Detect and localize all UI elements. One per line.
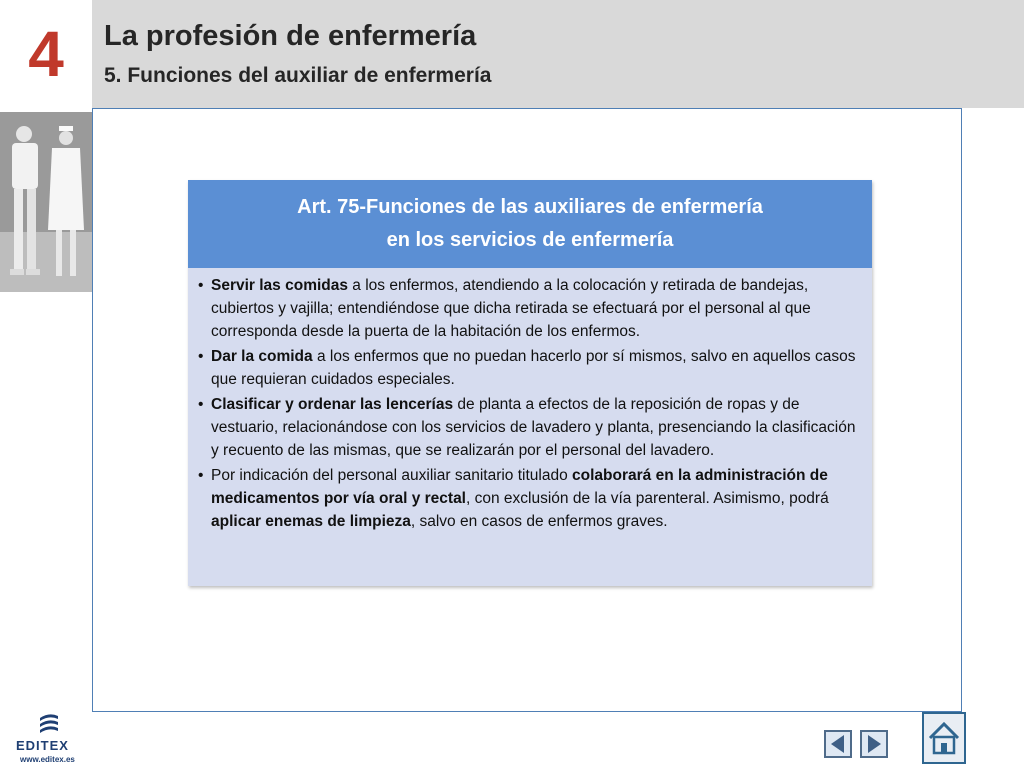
logo-text: EDITEX: [16, 738, 69, 753]
home-button[interactable]: [922, 712, 966, 764]
chapter-number: 4: [28, 18, 64, 90]
editex-logo: [14, 710, 82, 762]
item-text: , salvo en casos de enfermos graves.: [410, 513, 668, 530]
panel-heading-line1: Art. 75-Funciones de las auxiliares de enfermería: [297, 196, 763, 218]
item-text: a los enfermos, atendiendo a la colocación y retirada de bandejas, cubiertos y vajilla; entendiéndose que dicha retirada se efectuará por el personal al que corresponda desde la puerta de la habitación de los enfermos.: [211, 277, 811, 340]
page-title: La profesión de enfermería: [104, 20, 477, 52]
next-button[interactable]: [860, 730, 888, 758]
functions-panel: [188, 180, 872, 586]
item-bold: colaborará en la administración de medicamentos por vía oral y rectal: [211, 467, 828, 507]
list-item: [198, 393, 862, 462]
item-text: a los enfermos que no puedan hacerlo por sí mismos, salvo en aquellos casos que requieran cuidados especiales.: [211, 348, 856, 388]
item-text: Por indicación del personal auxiliar sanitario titulado: [211, 467, 573, 484]
list-item: [198, 274, 862, 343]
item-bold: Dar la comida: [211, 348, 313, 365]
item-text: de planta a efectos de la reposición de ropas y de vestuario, relacionándose con los servicios de lavadero y planta, presenciando la clasificación y recuento de las mismas, que se realizarán por el personal del lavadero.: [211, 396, 856, 459]
logo-url: www.editex.es: [20, 755, 75, 764]
nurses-photo: [0, 112, 92, 292]
panel-heading: [188, 180, 872, 268]
page-subtitle: 5. Funciones del auxiliar de enfermería: [104, 64, 492, 87]
panel-heading-line2: en los servicios de enfermería: [386, 229, 674, 251]
item-bold: Servir las comidas: [211, 277, 348, 294]
item-bold: Clasificar y ordenar las lencerías: [211, 396, 454, 413]
previous-button[interactable]: [824, 730, 852, 758]
panel-body: [198, 274, 862, 535]
triangle-left-icon: [826, 732, 850, 756]
item-text: , con exclusión de la vía parenteral. Asimismo, podrá: [466, 490, 829, 507]
item-bold: aplicar enemas de limpieza: [211, 513, 411, 530]
header-band: [92, 0, 1024, 108]
editex-logo-icon: [36, 710, 62, 736]
nurses-photo-illustration: [0, 112, 92, 292]
list-item: [198, 345, 862, 391]
home-icon: [924, 714, 964, 762]
list-item: [198, 464, 862, 533]
triangle-right-icon: [862, 732, 886, 756]
